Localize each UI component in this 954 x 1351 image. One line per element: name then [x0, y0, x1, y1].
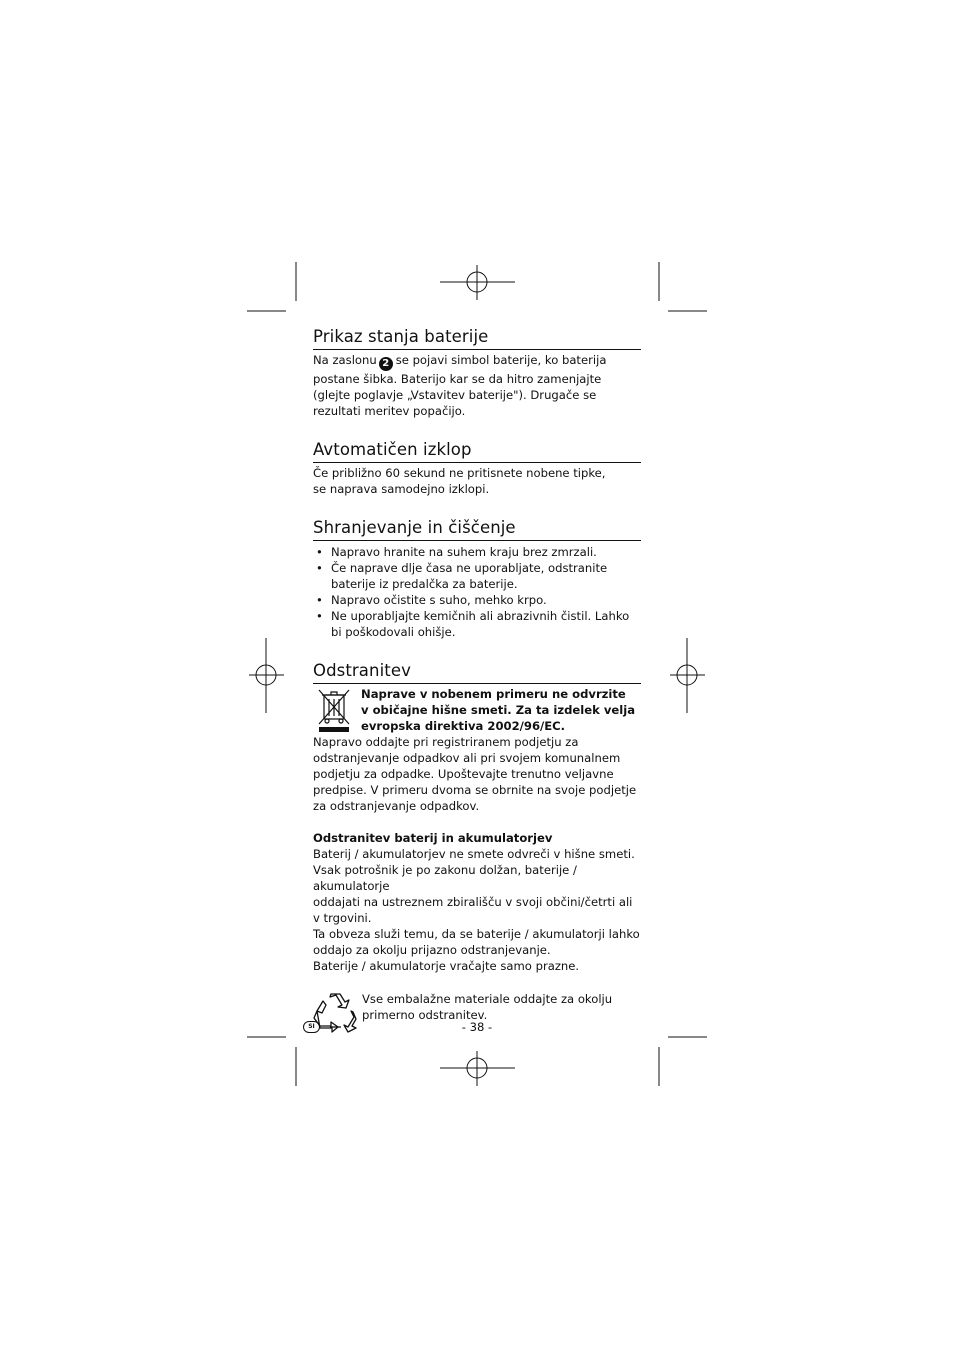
list-item: • Napravo očistite s suho, mehko krpo.	[313, 592, 641, 608]
battery-disposal-text: Baterij / akumulatorjev ne smete odvreči v hišne smeti. Vsak potrošnik je po zakonu dolžan, baterije / akumulatorje oddajati na ustreznem zbirališču v svoji občini/četrti ali v trgovini. Ta obveza služi temu, da se baterije / akumulatorji lahko oddajo za okolju prijazno odstranjevanje. Baterije / akumulatorje vračajte samo prazne.	[313, 847, 640, 973]
list-item: • Če naprave dlje časa ne uporabljate, odstranite baterije iz predalčka za baterije.	[313, 560, 641, 592]
auto-off-text: Če približno 60 sekund ne pritisnete nobene tipke, se naprava samodejno izklopi.	[313, 466, 606, 496]
section-disposal	[313, 660, 641, 1035]
language-badge: SI	[303, 1021, 320, 1033]
list-item: • Ne uporabljajte kemičnih ali abrazivnih čistil. Lahko bi poškodovali ohišje.	[313, 608, 641, 640]
packaging-disposal-text: Vse embalažne materiale oddajte za okolju primerno odstranitev.	[362, 992, 613, 1022]
heading-storage-cleaning: Shranjevanje in čiščenje	[313, 517, 641, 541]
heading-battery-status: Prikaz stanja baterije	[313, 326, 641, 350]
manual-page-content	[313, 326, 641, 1055]
section-storage-cleaning	[313, 517, 641, 640]
display-number-2-icon: 2	[379, 357, 393, 371]
disposal-warning-text: Naprave v nobenem primeru ne odvrzite v običajne hišne smeti. Za ta izdelek velja evropska direktiva 2002/96/EC.	[361, 687, 636, 733]
disposal-warning	[313, 686, 641, 734]
storage-bullet-list	[313, 544, 641, 640]
list-item: • Napravo hranite na suhem kraju brez zmrzali.	[313, 544, 641, 560]
section-auto-off	[313, 439, 641, 497]
page-number: - 38 -	[461, 1020, 493, 1034]
battery-status-text: Na zaslonu 2 se pojavi simbol baterije, ko baterija postane šibka. Baterijo kar se da hitro zamenjajte (glejte poglavje „Vstavitev baterije"). Drugače se rezultati meritev popačijo.	[313, 353, 607, 418]
section-battery-status	[313, 326, 641, 419]
battery-disposal-heading: Odstranitev baterij in akumulatorjev	[313, 831, 553, 845]
disposal-paragraph: Napravo oddajte pri registriranem podjetju za odstranjevanje odpadkov ali pri svojem komunalnem podjetju za odpadke. Upoštevajte trenutno veljavne predpise. V primeru dvoma se obrnite na svoje podjetje za odstranjevanje odpadkov.	[313, 735, 637, 813]
heading-auto-off: Avtomatičen izklop	[313, 439, 641, 463]
crossed-out-bin-icon	[313, 686, 357, 734]
heading-disposal: Odstranitev	[313, 660, 641, 684]
